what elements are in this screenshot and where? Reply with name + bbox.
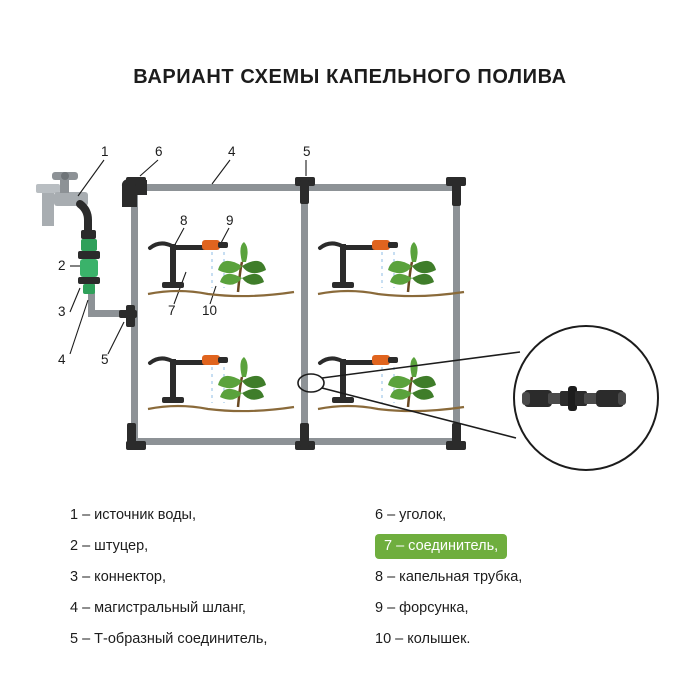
- plant-icon: [388, 242, 436, 292]
- callout-3: 3: [58, 304, 66, 319]
- legend-item-1: 1 – источник воды,: [70, 507, 196, 523]
- plant-icon: [218, 357, 266, 407]
- callout-4-top: 4: [228, 144, 236, 159]
- plant-unit-3: [148, 355, 294, 411]
- legend-column-left: [70, 500, 360, 655]
- page-title: ВАРИАНТ СХЕМЫ КАПЕЛЬНОГО ПОЛИВА: [133, 66, 567, 88]
- main-hose-network: [88, 184, 460, 445]
- legend-item-7-highlighted[interactable]: 7 – соединитель,: [375, 534, 507, 559]
- legend-column-right: [375, 500, 665, 655]
- callout-6: 6: [155, 144, 163, 159]
- callout-4-left: 4: [58, 352, 66, 367]
- legend-item-6: 6 – уголок,: [375, 507, 447, 523]
- legend-item-4: 4 – магистральный шланг,: [70, 600, 246, 616]
- callout-2: 2: [58, 258, 66, 273]
- plant-unit-4: [318, 355, 464, 411]
- plant-unit-2: [318, 240, 464, 296]
- legend-item-10: 10 – колышек.: [375, 631, 471, 647]
- callout-7: 7: [168, 303, 176, 318]
- callout-8: 8: [180, 213, 188, 228]
- plant-icon: [218, 242, 266, 292]
- legend: [70, 500, 650, 660]
- callout-9: 9: [226, 213, 234, 228]
- callout-1: 1: [101, 144, 109, 159]
- connector-green: [78, 239, 100, 294]
- water-tap: [36, 172, 96, 239]
- callout-5-left: 5: [101, 352, 109, 367]
- legend-item-2: 2 – штуцер,: [70, 538, 149, 554]
- callout-10: 10: [202, 303, 218, 318]
- legend-item-8: 8 – капельная трубка,: [375, 569, 523, 585]
- legend-item-3: 3 – коннектор,: [70, 569, 166, 585]
- legend-item-5: 5 – Т-образный соединитель,: [70, 631, 268, 647]
- legend-item-9: 9 – форсунка,: [375, 600, 469, 616]
- plant-unit-1: [148, 240, 294, 296]
- callout-5-top: 5: [303, 144, 311, 159]
